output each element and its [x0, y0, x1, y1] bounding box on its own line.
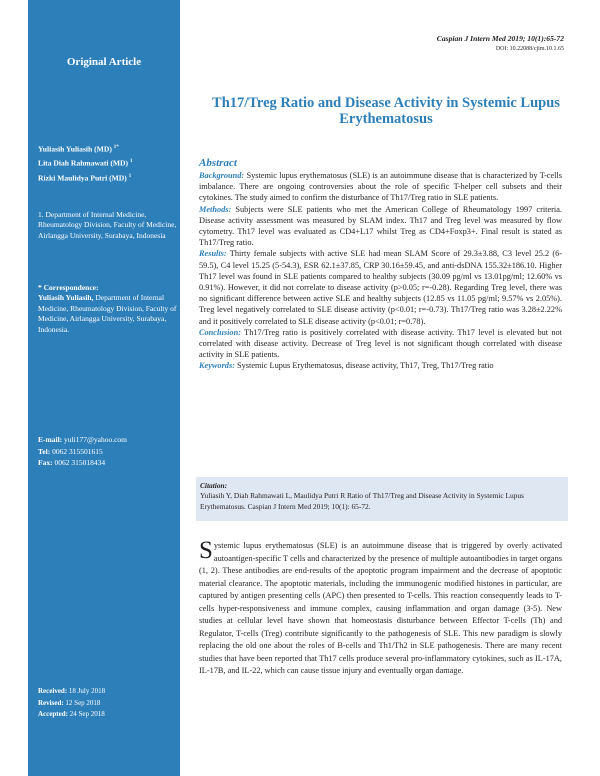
abstract-keywords: Keywords: Systemic Lupus Erythematosus, disease activity, Th17, Treg, Th17/Treg ratio	[199, 361, 494, 371]
abstract-background: Background: Systemic lupus erythematosus (SLE) is an autoimmune disease that is characterized by T-cells imbalance. There are ongoing controversies about the role of specific T-helper cell subsets and their cytokines. The study aimed to confirm the disturbance of Th17/Treg ratio in SLE patients.	[199, 171, 562, 203]
correspondence-name: Yuliasih Yuliasih,	[38, 293, 94, 303]
abstract-results: Results: Thirty female subjects with active SLE had mean SLAM Score of 29.3±3.88, C3 level 25.2 (6-59.5), C4 level 15.25 (5-54.3), ESR 62.1±37.85, CRP 30.16±59.45, and anti-dsDNA 155.32±186.10. Higher Th17 level was found in SLE patients compared to healthy subjects (30.09 pg/ml vs 13.01pg/ml; 12.60% vs 0.91%). However, it did not correlate to disease activity (p>0.05; r=-0.28). Regarding Treg level, there was no significant difference between active SLE and healthy subjects (12.85 vs 11.05 pg/ml; 9.57% vs 2.05%). Treg level negatively correlated to SLE disease activity (p<0.01; r=-0.73). Th17/Treg ratio was 3.28±2.22% and it positively correlated to SLE disease activity (p<0.01; r=0.78).	[199, 249, 562, 326]
author-list	[38, 142, 178, 185]
abstract-heading: Abstract	[199, 157, 237, 169]
citation-text: Yuliasih Y, Diah Rahmawati L, Maulidya Putri R Ratio of Th17/Treg and Disease Activity in Systemic Lupus Erythematosus. Caspian J Intern Med 2019; 10(1): 65-72.	[200, 491, 524, 511]
author-2: Lita Diah Rahmawati (MD) $^1$	[38, 158, 133, 168]
accepted-date: Accepted: 24 Sep 2018	[38, 710, 105, 719]
abstract-conclusion: Conclusion: Th17/Treg ratio is positively correlated with disease activity. Th17 level is elevated but not correlated with disease activity. Decrease of Treg level is not significant though correlated with disease activity in SLE patients.	[199, 327, 562, 360]
article-type-label: Original Article	[66, 56, 142, 68]
author-1: Yuliasih Yuliasih (MD) $^{1*}$	[38, 144, 119, 154]
sidebar	[28, 0, 180, 776]
abstract-methods: Methods: Subjects were SLE patients who met the American College of Rheumatology 1997 criteria. Disease activity assessment was measured by SLAM index. Th17 and Treg level was measured by flow cytometry. Th17 level was evaluated as CD4+L17 whilst Treg as CD4+Foxp3+. Final result is stated as Th17/Treg ratio.	[199, 204, 562, 248]
email-link[interactable]: yuli177@yahoo.com	[62, 435, 127, 444]
article-title: Th17/Treg Ratio and Disease Activity in Systemic Lupus Erythematosus	[212, 95, 560, 127]
citation-box	[196, 477, 568, 521]
doi-link[interactable]: DOI: 10.22088/cjim.10.1.65	[495, 46, 564, 52]
introduction-paragraph	[199, 537, 562, 678]
email-line: E-mail: yuli177@yahoo.com	[38, 435, 127, 444]
affiliation: 1. Department of Internal Medicine, Rheumatology Division, Faculty of Medicine, Airlangga University, Surabaya, Indonesia	[38, 210, 177, 240]
citation-heading: Citation:	[200, 481, 228, 490]
tel-line: Tel: 0062 315501615	[38, 446, 103, 456]
received-date: Received: 18 July 2018	[38, 687, 106, 695]
introduction-text: ystemic lupus erythematosus (SLE) is an autoimmune disease that is triggered by overly activated autoantigen-specific T cells and characterized by the presence of multiple autoantibodies in target organs (1, 2). These antibodies are end-results of the apoptotic program impairment and the decrease of apoptotic material clearance. The apoptotic materials, including the immunogenic modified histones in particular, are captured by antigen presenting cells (APC) then presented to T-cells. This reaction consequently leads to T-cells hyper-responsiveness and immune complex, causing inflammation and organ damage (3-5). New studies at cellular level have shown that homeostasis disturbance between Effector T-cells (Th) and Regulator, T-cells (Treg) contribute significantly to the pathogenesis of SLE. This new paradigm is slowly replacing the old one about the roles of B-cells and Th1/Th2 in SLE pathogenesis. There are many recent studies that have been reported that Th17 cells produce several pro-inflammatory cytokines, such as IL-17A, IL-17B, and IL-22, which can cause tissue injury and eventually organ damage.	[199, 541, 562, 675]
author-3: Rizki Maulidya Putri (MD) $^1$	[38, 173, 132, 183]
submission-dates	[38, 686, 178, 721]
drop-cap: S	[199, 537, 213, 564]
abstract-body	[199, 170, 562, 372]
correspondence-address: Department of Internal Medicine, Rheumatology Division, Faculty of Medicine, Airlangga University, Surabaya, Indonesia.	[38, 293, 177, 334]
contact-info	[38, 434, 178, 469]
fax-line: Fax: 0062 315018434	[38, 458, 106, 468]
revised-date: Revised: 12 Sep 2018	[38, 698, 101, 707]
correspondence-heading: * Correspondence:	[38, 283, 99, 292]
correspondence	[38, 283, 178, 335]
journal-citation-header: Caspian J Intern Med 2019; 10(1):65-72	[436, 34, 564, 43]
